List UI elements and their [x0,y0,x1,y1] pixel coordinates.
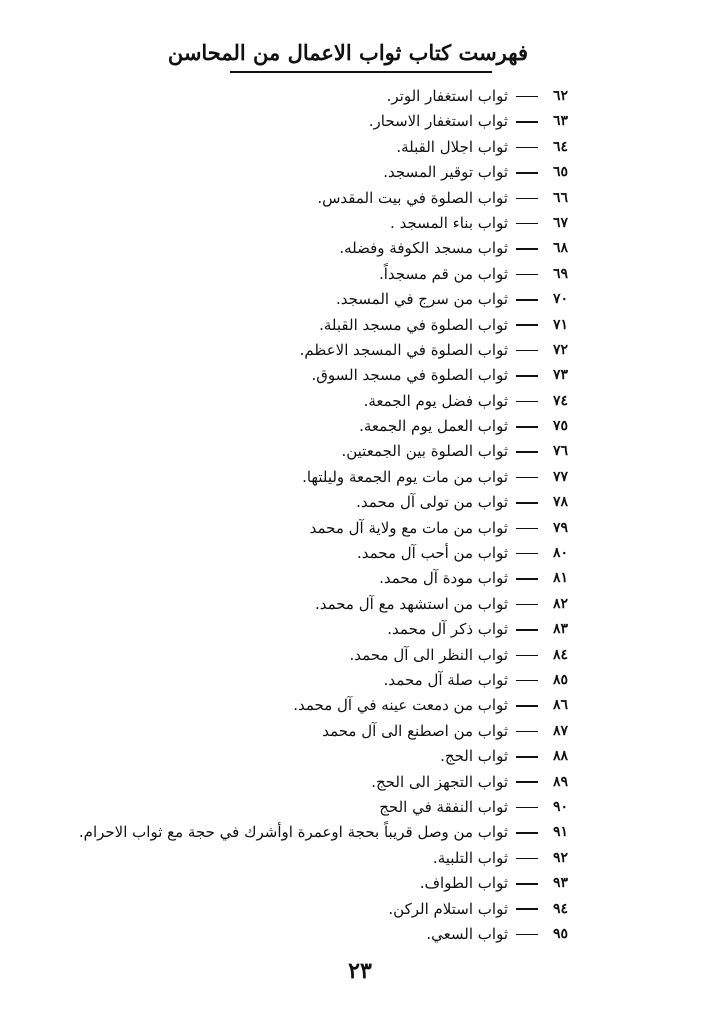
entry-text: ثواب من مات مع ولاية آل محمد [309,518,508,537]
toc-entry [79,566,568,591]
toc-entry [79,541,568,566]
entry-text: ثواب الصلوة في مسجد القبلة. [319,315,508,334]
entry-text: ثواب صلة آل محمد. [383,670,508,689]
toc-entry [79,719,568,744]
entry-dash [516,655,538,657]
entry-text: ثواب الصلوة بين الجمعتين. [341,442,508,461]
toc-entry [79,439,568,464]
entry-number: ٧٦ [552,443,568,460]
entry-dash [516,934,538,936]
title-underline [230,71,492,73]
entry-dash [516,324,538,326]
toc-entry [79,135,568,160]
entry-dash [516,223,538,225]
entry-text: ثواب من استشهد مع آل محمد. [314,594,508,613]
entry-number: ٧٣ [552,367,568,384]
toc-entry [79,236,568,261]
entry-number: ٦٨ [552,240,568,257]
entry-dash [516,832,538,834]
entry-number: ٦٩ [552,265,568,282]
entry-dash [516,528,538,530]
entry-text: ثواب من وصل قريباً بحجة اوعمرة اوأشرك في حجة مع ثواب الاحرام. [78,823,508,842]
entry-dash [516,350,538,352]
toc-entry [79,313,568,338]
entry-dash [516,578,538,580]
entry-dash [516,96,538,98]
entry-number: ٧٨ [552,494,568,511]
entry-dash [516,248,538,250]
toc-entry [79,84,568,109]
entry-number: ٧٩ [552,519,568,536]
entry-text: ثواب بناء المسجد . [390,213,508,232]
entry-number: ٩٥ [552,925,568,942]
toc-entry [79,592,568,617]
entry-dash [516,172,538,174]
entry-text: ثواب الصلوة في مسجد السوق. [311,366,508,385]
toc-entry [79,414,568,439]
toc-entry [79,846,568,871]
toc-entry [79,820,568,845]
entry-text: ثواب من اصطنع الى آل محمد [322,721,508,740]
entry-number: ٩٠ [552,798,568,815]
entry-dash [516,756,538,758]
entry-number: ٧١ [552,316,568,333]
entry-number: ٦٤ [552,138,568,155]
entry-number: ٨٠ [552,545,568,562]
entry-number: ٨٧ [552,722,568,739]
toc-entry [79,795,568,820]
entry-dash [516,680,538,682]
entry-number: ٨٤ [552,646,568,663]
entry-dash [516,731,538,733]
entry-dash [516,781,538,783]
entry-text: ثواب السعي. [426,924,508,943]
entry-text: ثواب التلبية. [432,848,508,867]
entry-number: ٩٤ [552,900,568,917]
entry-text: ثواب من قم مسجداً. [378,264,508,283]
entry-number: ٨٨ [552,748,568,765]
toc-entry [79,744,568,769]
table-of-contents [79,84,568,947]
entry-dash [516,401,538,403]
toc-entry [79,897,568,922]
entry-text: ثواب ذكر آل محمد. [387,620,508,639]
entry-number: ٨٢ [552,595,568,612]
entry-dash [516,121,538,123]
toc-entry [79,871,568,896]
toc-entry [79,516,568,541]
toc-entry [79,693,568,718]
entry-number: ٧٠ [552,291,568,308]
toc-entry [79,668,568,693]
entry-text: ثواب التجهز الى الحج. [371,772,508,791]
entry-text: ثواب من أحب آل محمد. [356,544,508,563]
toc-entry [79,490,568,515]
entry-text: ثواب من دمعت عينه في آل محمد. [293,696,508,715]
toc-entry [79,617,568,642]
entry-number: ٩١ [552,824,568,841]
toc-entry [79,160,568,185]
toc-entry [79,922,568,947]
entry-number: ٦٥ [552,164,568,181]
entry-text: ثواب اجلال القبلة. [396,137,508,156]
entry-dash [516,705,538,707]
toc-entry [79,338,568,363]
entry-text: ثواب من مات يوم الجمعة وليلتها. [302,467,508,486]
entry-dash [516,198,538,200]
entry-dash [516,477,538,479]
entry-text: ثواب مودة آل محمد. [379,569,508,588]
entry-number: ٧٧ [552,468,568,485]
entry-dash [516,451,538,453]
toc-entry [79,770,568,795]
entry-number: ٨٦ [552,697,568,714]
entry-dash [516,426,538,428]
entry-text: ثواب توقير المسجد. [383,163,508,182]
entry-text: ثواب استغفار الوتر. [386,87,508,105]
entry-dash [516,604,538,606]
entry-text: ثواب من سرج في المسجد. [335,290,508,309]
entry-dash [516,147,538,149]
entry-number: ٩٣ [552,875,568,892]
entry-text: ثواب النفقة في الحج [379,797,508,816]
entry-number: ٨١ [552,570,568,587]
entry-dash [516,629,538,631]
entry-text: ثواب استلام الركن. [388,899,508,918]
entry-text: ثواب العمل يوم الجمعة. [359,417,508,436]
entry-number: ٩٢ [552,849,568,866]
entry-dash [516,858,538,860]
entry-number: ٦٧ [552,214,568,231]
toc-entry [79,109,568,134]
entry-number: ٦٦ [552,189,568,206]
entry-text: ثواب مسجد الكوفة وفضله. [339,239,508,258]
entry-dash [516,807,538,809]
page-number: ٢٣ [348,958,372,984]
toc-entry [79,186,568,211]
entry-dash [516,883,538,885]
toc-entry [79,363,568,388]
entry-number: ٨٩ [552,773,568,790]
entry-text: ثواب الطواف. [419,874,508,893]
entry-dash [516,908,538,910]
toc-entry [79,262,568,287]
entry-text: ثواب استغفار الاسحار. [368,112,508,131]
toc-entry [79,287,568,312]
entry-text: ثواب فضل يوم الجمعة. [363,391,508,410]
page-title: فهرست كتاب ثواب الاعمال من المحاسن [167,40,528,65]
toc-entry [79,211,568,236]
entry-number: ٧٤ [552,392,568,409]
entry-number: ٨٥ [552,671,568,688]
entry-number: ٧٢ [552,341,568,358]
entry-text: ثواب الصلوة في المسجد الاعظم. [299,340,508,359]
entry-dash [516,299,538,301]
entry-number: ٦٢ [552,88,568,104]
entry-text: ثواب الصلوة في بيت المقدس. [317,188,508,207]
toc-entry [79,643,568,668]
entry-text: ثواب من تولى آل محمد. [356,493,508,512]
entry-text: ثواب الحج. [440,747,508,766]
entry-number: ٧٥ [552,418,568,435]
entry-dash [516,274,538,276]
entry-dash [516,375,538,377]
toc-entry [79,389,568,414]
entry-number: ٨٣ [552,621,568,638]
entry-number: ٦٣ [552,113,568,130]
entry-dash [516,502,538,504]
toc-entry [79,465,568,490]
entry-text: ثواب النظر الى آل محمد. [349,645,508,664]
entry-dash [516,553,538,555]
